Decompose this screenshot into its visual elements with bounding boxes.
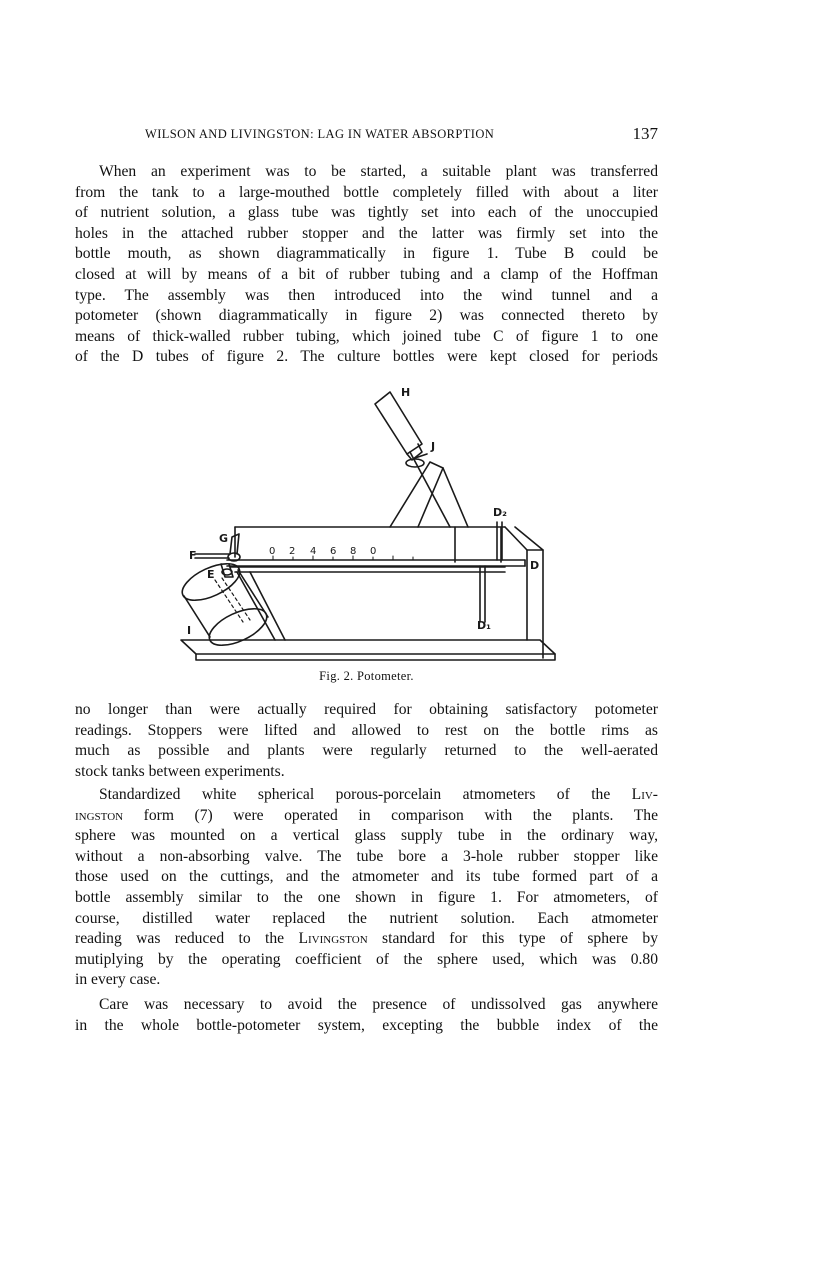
author-name: Livingston: [298, 930, 368, 948]
text-segment: form (7) were operated in comparison with the plants. The: [123, 806, 658, 824]
text-line: in the whole bottle-potometer system, excepting the bubble index of the: [75, 1016, 658, 1034]
label-d: D: [530, 559, 540, 572]
text-line: potometer (shown diagrammatically in figure 2) was connected thereto by: [75, 307, 658, 325]
text-line: [75, 806, 658, 827]
text-line: [75, 929, 658, 950]
text-line: in every case.: [75, 971, 161, 989]
scale-label: 0: [269, 546, 276, 557]
text-segment: standard for this type of sphere by: [367, 930, 658, 948]
carrier-board: [230, 567, 505, 640]
label-j: J: [431, 440, 436, 453]
text-line: those used on the cuttings, and the atmometer and its tube formed part of a: [75, 868, 658, 886]
figure-caption: Fig. 2. Potometer.: [319, 669, 414, 683]
page-number: 137: [632, 124, 658, 143]
text-line: sphere was mounted on a vertical glass supply tube in the ordinary way,: [75, 827, 658, 845]
reservoir-tube: [390, 452, 468, 527]
label-i: I: [187, 624, 192, 637]
text-line: Care was necessary to avoid the presence of undissolved gas anywhere: [99, 996, 658, 1013]
scale-label: 2: [289, 546, 296, 557]
running-title: WILSON AND LIVINGSTON: LAG IN WATER ABSORPTION: [145, 127, 495, 141]
label-f: F: [189, 549, 197, 562]
text-line: [75, 785, 658, 806]
text-line: bottle assembly similar to the one shown in figure 1. For atmometers, of: [75, 888, 658, 906]
text-line: readings. Stoppers were lifted and allowed to rest on the bottle rims as: [75, 721, 658, 739]
text-line: of nutrient solution, a glass tube was tightly set into each of the unoccupied: [75, 204, 658, 222]
text-segment: Standardized white spherical porous-porcelain atmometers of the: [99, 786, 632, 803]
text-line: means of thick-walled rubber tubing, which joined tube C of figure 1 to one: [75, 327, 658, 345]
text-line: without a non-absorbing valve. The tube bore a 3-hole rubber stopper like: [75, 847, 658, 865]
h-bottle: [375, 392, 422, 460]
text-line: course, distilled water replaced the nutrient solution. Each atmometer: [75, 909, 658, 927]
text-line: type. The assembly was then introduced into the wind tunnel and a: [75, 286, 658, 304]
text-line: much as possible and plants were regularly returned to the well-aerated: [75, 742, 658, 760]
text-line: bottle mouth, as shown diagrammatically in figure 1. Tube B could be: [75, 245, 658, 263]
label-g: G: [219, 532, 229, 545]
i-container: [177, 556, 272, 653]
text-line: of the D tubes of figure 2. The culture bottles were kept closed for periods: [75, 348, 658, 366]
author-name: ingston: [75, 806, 124, 824]
paragraph-3: [75, 785, 658, 991]
potometer-figure: [175, 382, 565, 667]
paragraph-2: [75, 700, 658, 782]
scale-label: 6: [330, 546, 337, 557]
scale-label: 0: [370, 546, 377, 557]
paragraph-1: [75, 162, 658, 368]
text-line: holes in the attached rubber stopper and the latter was firmly set into the: [75, 224, 658, 242]
page-header: [75, 124, 658, 146]
text-line: no longer than were actually required for obtaining satisfactory potometer: [75, 701, 658, 718]
capillary-tube: [227, 560, 525, 566]
text-line: When an experiment was to be started, a suitable plant was transferred: [99, 163, 658, 180]
author-name: Liv-: [631, 786, 658, 803]
scale-label: 8: [350, 546, 357, 557]
text-line: closed at will by means of a bit of rubber tubing and a clamp of the Hoffman: [75, 265, 658, 283]
text-line: from the tank to a large-mouthed bottle completely filled with about a liter: [75, 183, 658, 201]
scale-label: 4: [310, 546, 317, 557]
label-e: E: [207, 568, 215, 581]
figure-labels: [187, 386, 539, 637]
paragraph-4: [75, 995, 658, 1036]
text-segment: reading was reduced to the: [75, 930, 299, 948]
text-line: mutiplying by the operating coefficient of the sphere used, which was 0.80: [75, 950, 658, 968]
label-d1: D₁: [477, 619, 491, 632]
text-line: stock tanks between experiments.: [75, 762, 285, 780]
label-h: H: [401, 386, 411, 399]
label-d2: D₂: [493, 506, 507, 519]
